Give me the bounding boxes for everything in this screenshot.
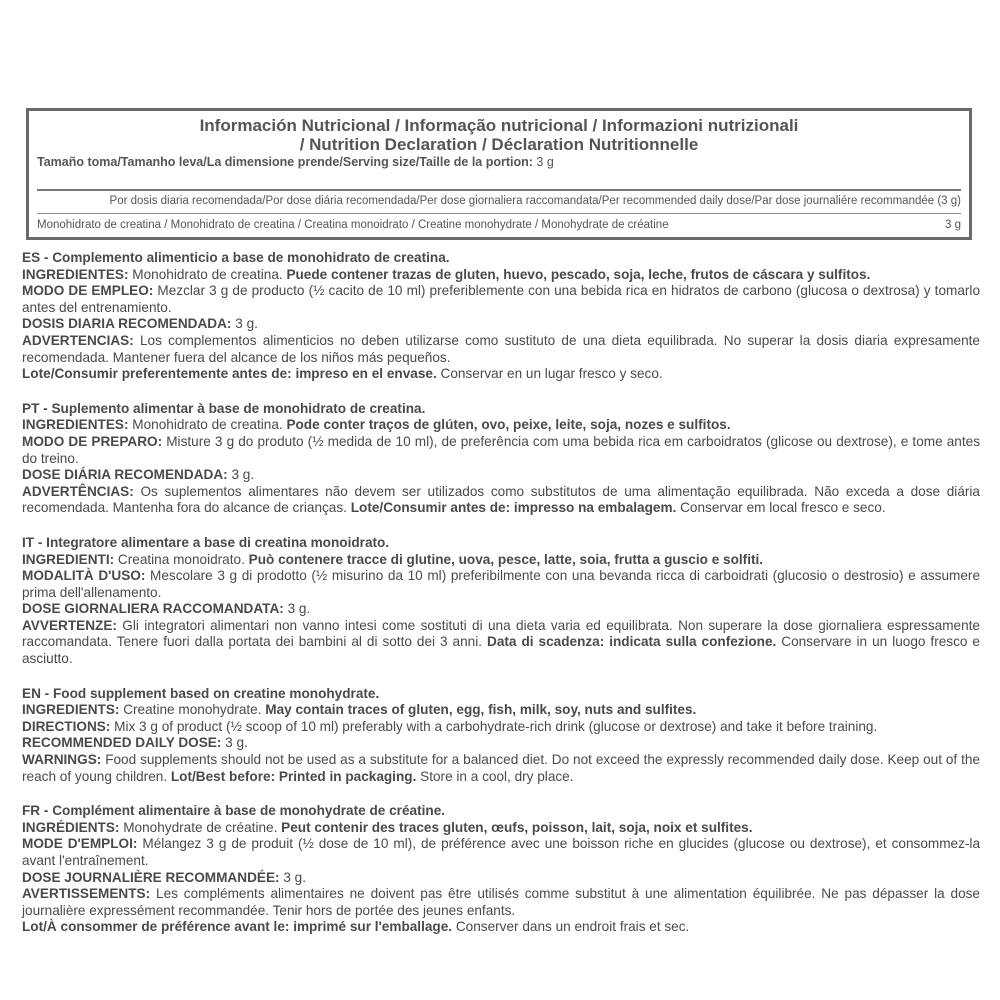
column-header: Por dosis diaria recomendada/Por dose diária recomendada/Per dose giornaliera raccomandata/Per recommended daily dose/Par dose journaliére recommandée (3 g) [109, 195, 961, 207]
fr-dose-label: DOSE JOURNALIÈRE RECOMMANDÉE: [22, 869, 280, 885]
serving-size-value: 3 g [532, 155, 554, 169]
es-warnings-label: ADVERTENCIAS: [22, 332, 134, 348]
pt-allergens: Pode conter traços de glúten, ovo, peixe, leite, soja, nozes e sulfitos. [286, 417, 731, 433]
table-divider-thin [37, 213, 961, 214]
it-lot-text: Conservare in un luogo fresco e asciutto. [22, 634, 980, 667]
it-use-text: Mescolare 3 g di prodotto (½ misurino da 10 ml) preferibilmente con una bevanda ricca di carboidrati (glucosio o destrosio) e assumere prima dell'allenamento. [22, 568, 980, 600]
item-amount: 3 g [945, 219, 961, 231]
en-lot-text: Store in a cool, dry place. [416, 768, 574, 784]
it-warnings-text: Gli integratori alimentari non vanno intesi come sostituti di una dieta varia ed equilibrata. Non superare la dose giornaliera espressamente raccomandata. Tenere fuori dalla portata dei bambini al di sotto dei 3 anni. [22, 617, 980, 650]
en-ingredients-text: Creatine monohydrate. [119, 702, 266, 718]
es-lot-text: Conservar en un lugar fresco y seco. [436, 366, 663, 382]
en-allergens: May contain traces of gluten, egg, fish, milk, soy, nuts and sulfites. [265, 702, 697, 718]
language-sections [22, 250, 980, 954]
nutrition-title-line1: Información Nutricional / Informação nutricional / Informazioni nutrizionali [199, 116, 799, 135]
it-warnings-label: AVVERTENZE: [22, 617, 117, 633]
it-use-label: MODALITÀ D'USO: [22, 568, 146, 584]
es-use-text: Mezclar 3 g de producto (½ cacito de 10 ml) preferiblemente con una bebida rica en hidratos de carbono (glucosa o dextrosa) y tomarlo antes del entrenamiento. [22, 283, 981, 315]
es-dose-text: 3 g. [231, 316, 258, 332]
en-use-text: Mix 3 g of product (½ scoop of 10 ml) preferably with a carbohydrate-rich drink (glucose or dextrose) and take it before training. [110, 718, 878, 734]
pt-lot-text: Conservar em local fresco e seco. [676, 500, 886, 516]
en-dose-label: RECOMMENDED DAILY DOSE: [22, 735, 222, 751]
en-heading: EN - Food supplement based on creatine monohydrate. [22, 685, 380, 701]
fr-ingredients-label: INGRÉDIENTS: [22, 819, 120, 835]
fr-use-label: MODE D'EMPLOI: [22, 836, 138, 852]
pt-ingredients-text: Monohidrato de creatina. [128, 417, 287, 433]
serving-size-label: Tamaño toma/Tamanho leva/La dimensione prende/Serving size/Taille de la portion: [37, 155, 533, 169]
serving-size [37, 155, 554, 169]
pt-warnings-label: ADVERTÊNCIAS: [22, 483, 134, 499]
es-ingredients-text: Monohidrato de creatina. [128, 266, 287, 282]
it-ingredients-label: INGREDIENTI: [22, 551, 115, 567]
it-heading: IT - Integratore alimentare a base di creatina monoidrato. [22, 534, 390, 550]
pt-use-label: MODO DE PREPARO: [22, 433, 163, 449]
fr-lot-label: Lot/À consommer de préférence avant le: imprimé sur l'emballage. [22, 919, 453, 935]
pt-ingredients-label: INGREDIENTES: [22, 417, 129, 433]
table-row [37, 219, 961, 231]
es-heading: ES - Complemento alimenticio a base de monohidrato de creatina. [22, 250, 450, 265]
es-lot-label: Lote/Consumir preferentemente antes de: impreso en el envase. [22, 366, 437, 382]
it-ingredients-text: Creatina monoidrato. [114, 551, 249, 567]
en-warnings-label: WARNINGS: [22, 752, 102, 768]
pt-heading: PT - Suplemento alimentar à base de monohidrato de creatina. [22, 400, 426, 416]
it-dose-text: 3 g. [283, 601, 311, 617]
section-en [22, 686, 980, 786]
en-use-label: DIRECTIONS: [22, 718, 111, 734]
nutrition-title [29, 116, 969, 154]
pt-dose-label: DOSE DIÁRIA RECOMENDADA: [22, 467, 228, 483]
es-warnings-text: Los complementos alimenticios no deben utilizarse como sustituto de una dieta equilibrada. No superar la dosis diaria expresamente recomendada. Mantener fuera del alcance de los niños más pequeños. [22, 332, 980, 365]
pt-dose-text: 3 g. [227, 467, 255, 483]
pt-warnings-text: Os suplementos alimentares não devem ser utilizados como substitutos de uma alimentação equilibrada. Não exceda a dose diária recomendada. Mantenha fora do alcance de crianças. [22, 483, 980, 516]
pt-use-text: Misture 3 g do produto (½ medida de 10 ml), de preferência com uma bebida rica em carboidratos (glicose ou dextrose), e tome antes do treino. [22, 433, 980, 466]
item-name: Monohidrato de creatina / Monohidrato de creatina / Creatina monoidrato / Creatine monohydrate / Monohydrate de créatine [37, 219, 669, 231]
en-ingredients-label: INGREDIENTS: [22, 702, 120, 718]
fr-warnings-text: Les compléments alimentaires ne doivent pas être utilisés comme substitut à une alimentation équilibrée. Ne pas dépasser la dose journalière expressément recommandée. Tenir hors de portée des jeunes enfants. [22, 886, 980, 918]
it-lot-label: Data di scadenza: indicata sulla confezione. [487, 634, 777, 650]
section-fr [22, 803, 980, 936]
en-warnings-text: Food supplements should not be used as a substitute for a balanced diet. Do not exceed the expressly recommended daily dose. Keep out of the reach of young children. [22, 752, 980, 784]
es-use-label: MODO DE EMPLEO: [22, 283, 154, 299]
section-pt [22, 401, 980, 517]
it-dose-label: DOSE GIORNALIERA RACCOMANDATA: [22, 601, 284, 617]
fr-use-text: Mélangez 3 g de produit (½ dose de 10 ml), de préférence avec une boisson riche en glucides (glucose ou dextrose), et consommez-la avant l'entraînement. [22, 836, 981, 868]
es-ingredients-label: INGREDIENTES: [22, 266, 129, 282]
fr-allergens: Peut contenir des traces gluten, œufs, poisson, lait, soja, noix et sulfites. [281, 819, 753, 835]
fr-ingredients-text: Monohydrate de créatine. [119, 819, 282, 835]
nutrition-table [26, 108, 972, 240]
section-it [22, 535, 980, 668]
fr-dose-text: 3 g. [279, 869, 306, 885]
en-dose-text: 3 g. [221, 735, 248, 751]
table-divider-thick [37, 189, 961, 191]
it-allergens: Può contenere tracce di glutine, uova, pesce, latte, soia, frutta a guscio e solfiti. [248, 551, 764, 567]
section-es [22, 250, 980, 383]
es-dose-label: DOSIS DIARIA RECOMENDADA: [22, 316, 232, 332]
en-lot-label: Lot/Best before: Printed in packaging. [170, 768, 417, 784]
fr-lot-text: Conserver dans un endroit frais et sec. [452, 919, 690, 935]
fr-heading: FR - Complément alimentaire à base de monohydrate de créatine. [22, 803, 446, 819]
es-allergens: Puede contener trazas de gluten, huevo, pescado, soja, leche, frutos de cáscara y sulfitos. [286, 266, 871, 282]
nutrition-title-line2: / Nutrition Declaration / Déclaration Nutritionnelle [299, 135, 699, 154]
fr-warnings-label: AVERTISSEMENTS: [22, 886, 151, 902]
pt-lot-label: Lote/Consumir antes de: impresso na embalagem. [350, 500, 677, 516]
